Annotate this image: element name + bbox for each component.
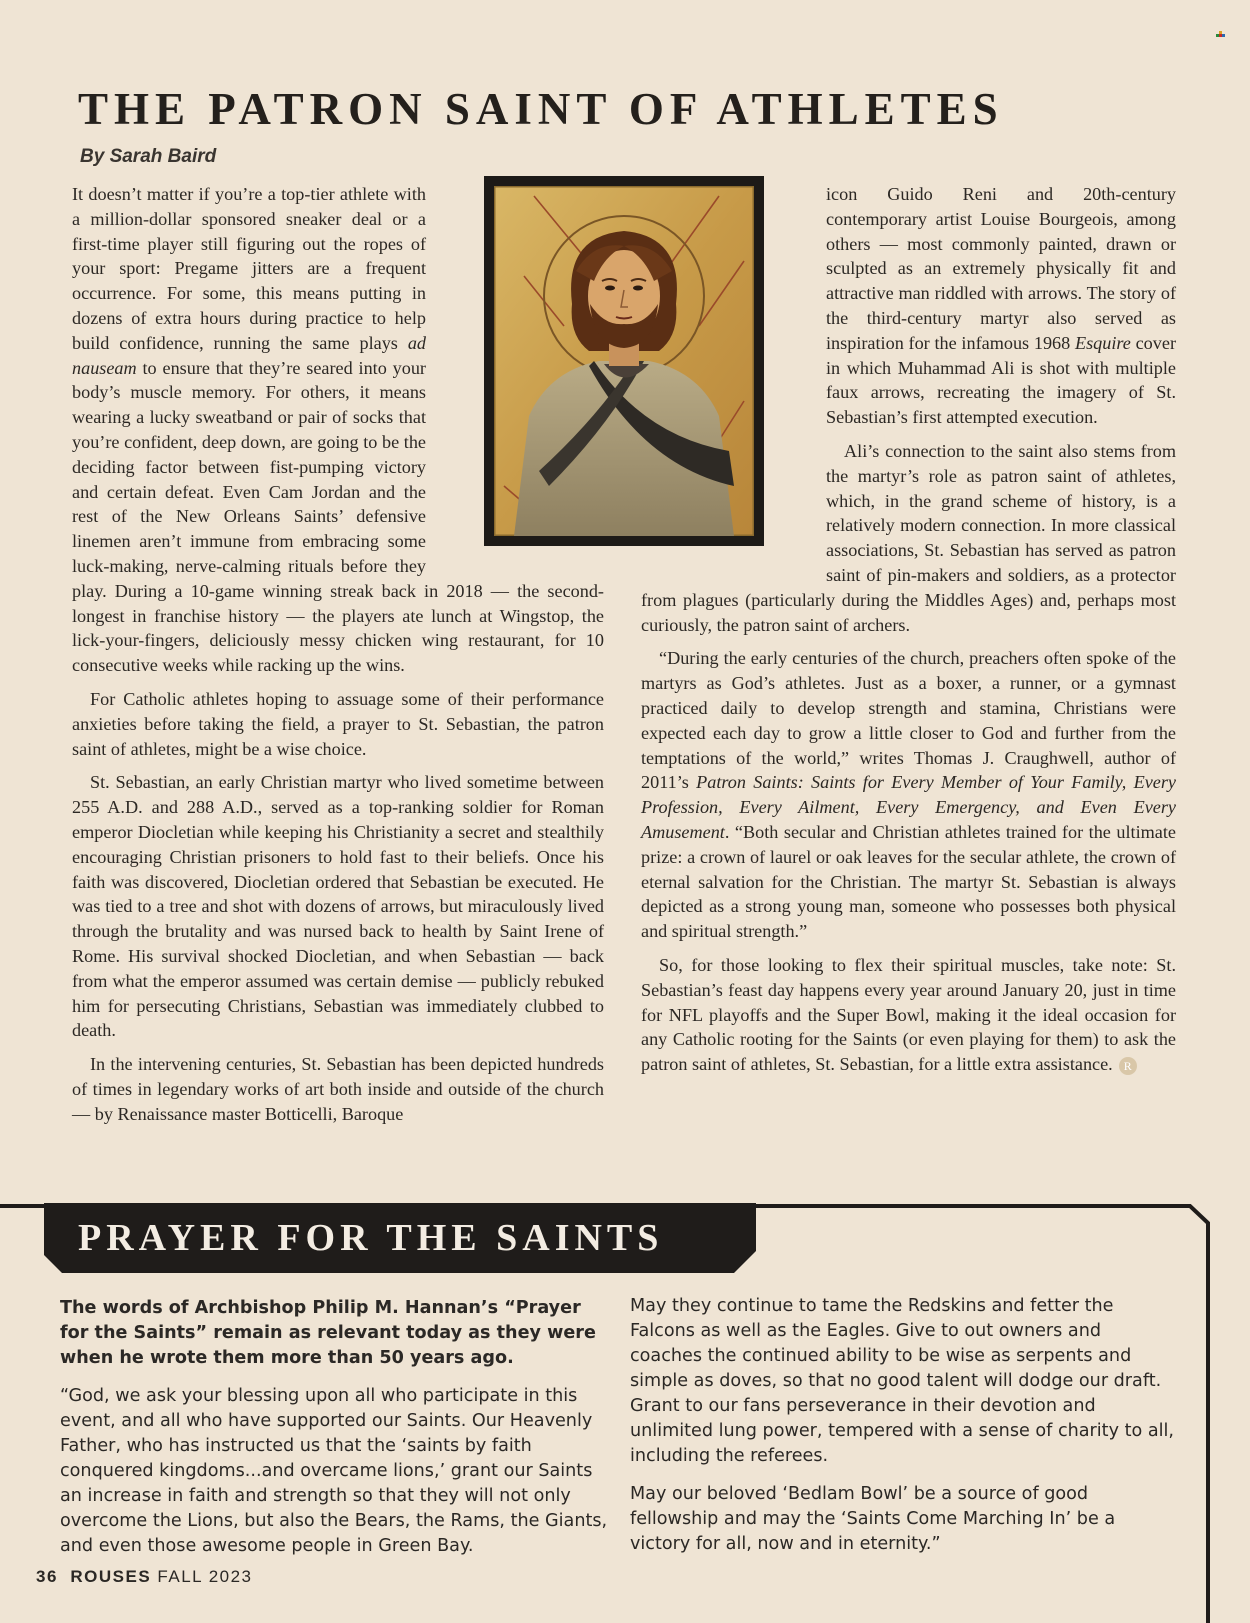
prayer-column-right xyxy=(630,1294,1175,1570)
page-footer xyxy=(36,1567,253,1587)
prayer-text: May our beloved ‘Bedlam Bowl’ be a source of good fellowship and may the ‘Saints Come Marching In’ be a victory for all, now and in eternity.” xyxy=(630,1484,1116,1554)
paragraph-text: cover in which Muhammad Ali is shot with multiple faux arrows, recreating the imagery of St. Sebastian’s first attempted execution. xyxy=(826,332,1176,428)
paragraph-text: “During the early centuries of the church, preachers often spoke of the martyrs as God’s athletes. Just as a boxer, a runner, or a gymnast practiced daily to develop strength and stamina, Christians were expected each day to grow a little closer to God and further from the temptations of the world,” writes Thomas J. Craughwell, author of 2011’s xyxy=(641,648,1176,793)
prayer-text: May they continue to tame the Redskins and fetter the Falcons as well as the Eagles. Give to out owners and coaches the continued ability to be wise as serpents and simple as doves, so that no good talent will dodge our draft. Grant to our fans perseverance in their devotion and unlimited lung power, tempered with a sense of charity to all, including the referees. xyxy=(630,1296,1174,1466)
paragraph-text: . “Both secular and Christian athletes trained for the ultimate prize: a crown of laurel or oak leaves for the secular athlete, the crown of eternal salvation for the Christian. The martyr St. Sebastian is always depicted as a strong young man, someone who possesses both physical and spiritual strength.” xyxy=(641,821,1176,942)
end-mark-icon: R xyxy=(1119,1057,1137,1075)
paragraph-text: It doesn’t matter if you’re a top-tier athlete with a million-dollar sponsored sneaker deal or a first-time player still figuring out the ropes of your sport: Pregame jitters are a frequent occurrence. For some, this means putting in dozens of extra hours during practice to help build confidence, running the same plays xyxy=(72,184,426,353)
prayer-text: “God, we ask your blessing upon all who participate in this event, and all who have supported our Saints. Our Heavenly Father, who has instructed us that the ‘saints by faith conquered kingdoms...and overcame lions,’ grant our Saints an increase in faith and strength so that they will not only overcome the Lions, but also the Bears, the Rams, the Giants, and even those awesome people in Green Bay. xyxy=(60,1386,608,1556)
paragraph-text: Ali’s connection to the saint also stems from the martyr’s role as patron saint of athletes, which, in the grand scheme of history, is a relatively modern connection. In more classical associations, St. Sebastian has served as patron saint of pin-makers and soldiers, as a protector from plagues (particularly during the Middles Ages) and, perhaps most curiously, the patron saint of archers. xyxy=(641,440,1176,635)
italic-title: Patron Saints: Saints for Every Member of Your Family, Every Profession, Every Ailment, Every Emergency, and Even Every Amusement xyxy=(641,772,1176,842)
paragraph-text: So, for those looking to flex their spiritual muscles, take note: St. Sebastian’s feast day happens every year around January 20, just in time for NFL playoffs and the Super Bowl, making it the ideal occasion for any Catholic rooting for the Saints (or even playing for them) to ask the patron saint of athletes, St. Sebastian, for a little extra assistance. xyxy=(641,954,1176,1075)
paragraph-text: For Catholic athletes hoping to assuage some of their performance anxieties before taking the field, a prayer to St. Sebastian, the patron saint of athletes, might be a wise choice. xyxy=(72,688,604,759)
paragraph-text: St. Sebastian, an early Christian martyr who lived sometime between 255 A.D. and 288 A.D., served as a top-ranking soldier for Roman emperor Diocletian while keeping his Christianity a secret and stealthily encouraging Christian prisoners to hold fast to their beliefs. Once his faith was discovered, Diocletian ordered that Sebastian be executed. He was tied to a tree and shot with dozens of arrows, but miraculously lived through the brutality and was nursed back to health by Saint Irene of Rome. His survival shocked Diocletian, and when Sebastian — back from what the emperor assumed was certain demise — publicly rebuked him for persecuting Christians, Sebastian was immediately clubbed to death. xyxy=(72,772,604,1041)
byline: By Sarah Baird xyxy=(80,146,217,167)
italic-title: Esquire xyxy=(1074,332,1131,353)
paragraph-text: to ensure that they’re seared into your body’s muscle memory. For others, it means wearing a lucky sweatband or pair of socks that you’re confident, deep down, are going to be the deciding factor between fist-pumping victory and certain defeat. Even Cam Jordan and the rest of the New Orleans Saints’ defensive linemen aren’t immune from embracing some luck-making, nerve-calming rituals before they play. During a 10-game winning streak back in 2018 — the second-longest in franchise history — the players ate lunch at Wingstop, the lick-your-fingers, deliciously messy chicken wing restaurant, for 10 consecutive weeks while racking up the wins. xyxy=(72,357,604,676)
article-paragraph xyxy=(72,1052,604,1126)
issue-label: FALL 2023 xyxy=(157,1567,253,1586)
article-paragraph xyxy=(72,687,604,761)
article-paragraph xyxy=(72,770,604,1043)
article-title: THE PATRON SAINT OF ATHLETES xyxy=(78,84,1004,134)
article-paragraph xyxy=(641,953,1176,1077)
prayer-column-left xyxy=(60,1296,615,1572)
st-sebastian-icon-painting xyxy=(484,176,764,546)
prayer-title: PRAYER FOR THE SAINTS xyxy=(78,1217,664,1259)
paragraph-text: In the intervening centuries, St. Sebastian has been depicted hundreds of times in legendary works of art both inside and outside of the church — by Renaissance master Botticelli, Baroque xyxy=(72,1054,604,1124)
corner-color-dot xyxy=(1216,31,1225,40)
article-paragraph xyxy=(641,646,1176,944)
paragraph-text: icon Guido Reni and 20th-century contemporary artist Louise Bourgeois, among others — most commonly painted, drawn or sculpted as an extremely physically fit and attractive man riddled with arrows. The story of the third-century martyr also served as inspiration for the infamous 1968 xyxy=(826,184,1176,353)
page-number: 36 xyxy=(36,1567,58,1586)
magazine-brand: ROUSES xyxy=(70,1567,152,1586)
prayer-intro: The words of Archbishop Philip M. Hannan’s “Prayer for the Saints” remain as relevant today as they were when he wrote them more than 50 years ago. xyxy=(60,1298,596,1368)
italic-title: ad nauseam xyxy=(72,332,426,378)
